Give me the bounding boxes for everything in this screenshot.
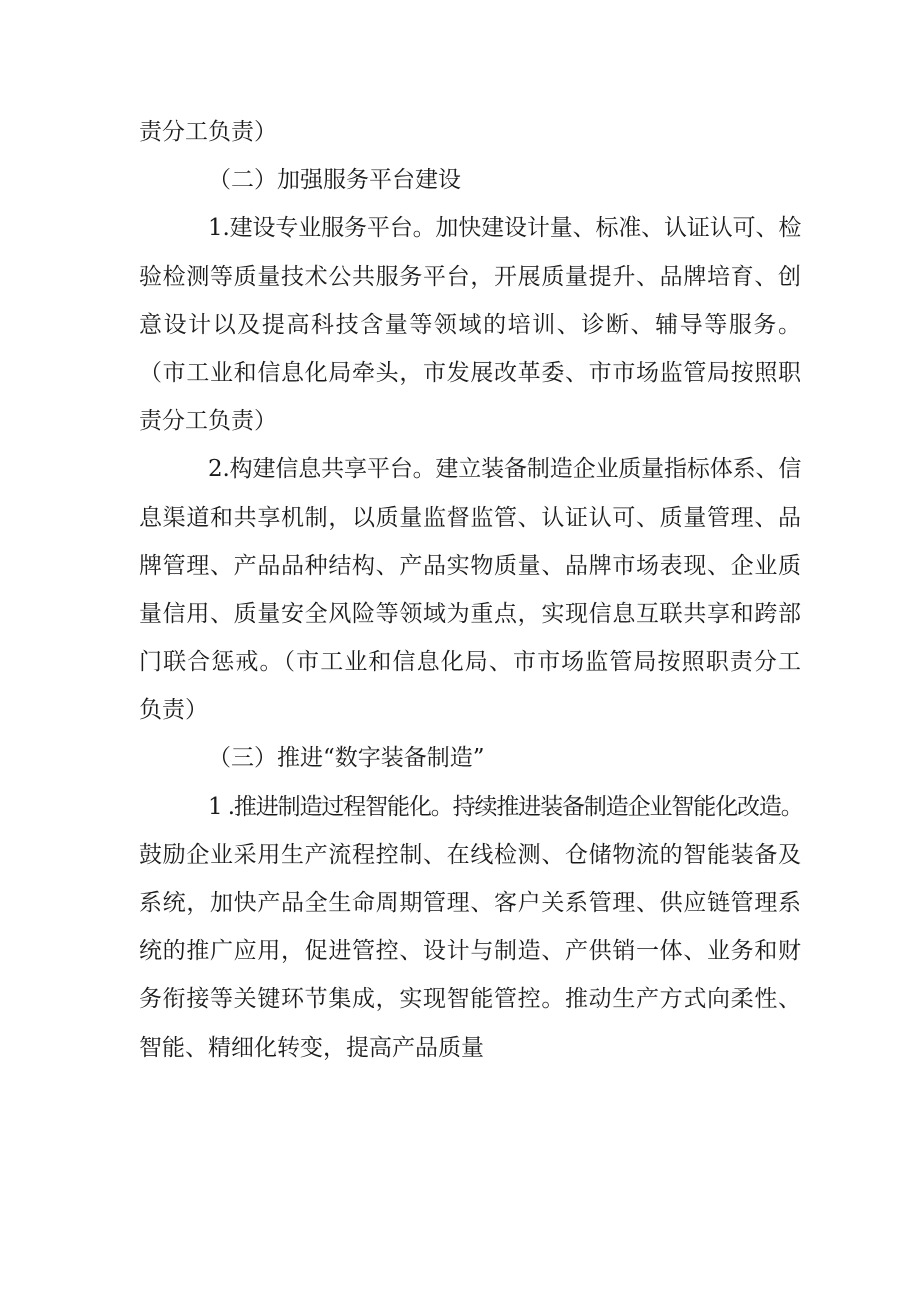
text-line: 牌管理、产品品种结构、产品实物质量、品牌市场表现、企业质 [139, 552, 801, 579]
text-line: 量信用、质量安全风险等领域为重点，实现信息互联共享和跨部 [139, 600, 801, 627]
text-line: 务衔接等关键环节集成，实现智能管控。推动生产方式向柔性、 [139, 986, 801, 1013]
text-line: 门联合惩戒。（市工业和信息化局、市市场监管局按照职责分工 [139, 649, 801, 676]
text-line: 统的推广应用，促进管控、设计与制造、产供销一体、业务和财 [139, 938, 801, 965]
text-line: 息渠道和共享机制，以质量监督监管、认证认可、质量管理、品 [139, 504, 801, 531]
text-line: 系统，加快产品全生命周期管理、客户关系管理、供应链管理系 [139, 890, 801, 916]
paragraph-start: 1 .推进制造过程智能化。持续推进装备制造企业智能化改造。 [208, 793, 803, 820]
paragraph-start: 2.构建信息共享平台。建立装备制造企业质量指标体系、信 [208, 456, 802, 483]
text-line: 验检测等质量技术公共服务平台，开展质量提升、品牌培育、创 [139, 263, 801, 290]
text-line: 责分工负责） [139, 119, 277, 145]
section-heading: （三）推进“数字装备制造” [208, 745, 485, 772]
document-body [139, 108, 801, 1072]
text-line: 智能、精细化转变，提高产品质量 [139, 1034, 484, 1061]
text-line: （市工业和信息化局牵头，市发展改革委、市市场监管局按照职 [139, 359, 801, 386]
text-line: 意设计以及提高科技含量等领域的培训、诊断、辅导等服务。 [139, 311, 801, 338]
text-line: 负责） [139, 697, 208, 724]
paragraph-start: 1.建设专业服务平台。加快建设计量、标准、认证认可、检 [208, 215, 802, 242]
section-heading: （二）加强服务平台建设 [208, 167, 461, 194]
text-line: 鼓励企业采用生产流程控制、在线检测、仓储物流的智能装备及 [139, 841, 801, 868]
text-line: 责分工负责） [139, 408, 277, 435]
